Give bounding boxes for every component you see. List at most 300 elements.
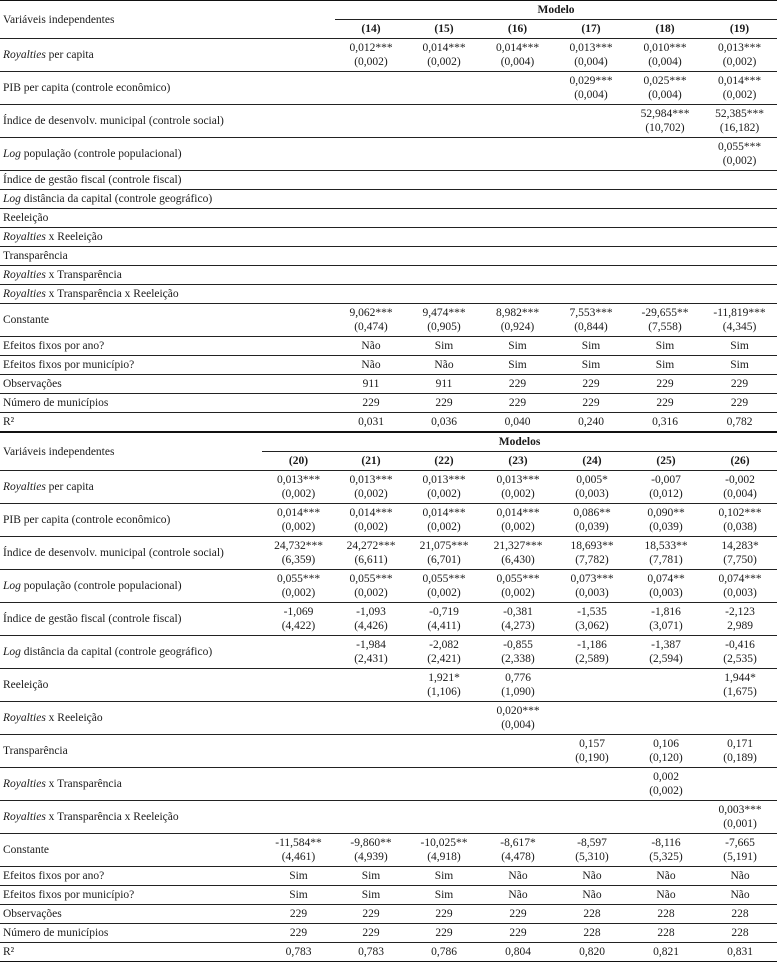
coefficient-cell: [481, 537, 555, 570]
variable-label-text: x Transparência x Reeleição: [45, 288, 179, 300]
coefficient-cell: [481, 72, 554, 105]
standard-error: (0,002): [501, 521, 535, 533]
coefficient-value: -7,665: [725, 837, 755, 849]
variable-label: [0, 537, 262, 570]
coefficient-value: 0,014***: [717, 75, 762, 87]
coefficient-cell: [407, 603, 481, 636]
coefficient-value: 0,003***: [718, 804, 762, 816]
variable-label-text: Transparência: [3, 745, 68, 757]
coefficient-cell: [703, 603, 777, 636]
coefficient-value: 0,055***: [717, 141, 762, 153]
variable-label-italic: Royalties: [3, 481, 46, 493]
standard-error: (4,918): [427, 851, 461, 863]
summary-label: Número de municípios: [0, 924, 262, 943]
standard-error: (0,002): [722, 89, 757, 101]
summary-value: 228: [703, 924, 777, 943]
standard-error: (6,611): [354, 554, 388, 566]
coefficient-value: 0,013***: [496, 474, 540, 486]
standard-error: (7,782): [575, 554, 609, 566]
variable-label-text: Reeleição: [3, 212, 49, 224]
summary-value: 229: [481, 375, 554, 394]
coefficient-value: 9,474***: [422, 307, 466, 319]
coefficient-cell: [481, 209, 554, 228]
coefficient-cell: [407, 801, 481, 834]
coefficient-cell: [702, 247, 777, 266]
coefficient-value: 52,385***: [715, 108, 764, 120]
standard-error: (0,003): [723, 587, 757, 599]
coefficient-cell: [629, 570, 703, 603]
summary-value: 229: [481, 924, 555, 943]
coefficient-value: -1,093: [356, 606, 386, 618]
coefficient-value: 0,013***: [422, 474, 466, 486]
summary-value: 229: [335, 394, 407, 413]
table-row: [0, 768, 777, 801]
coefficient-cell: [702, 171, 777, 190]
summary-label: Efeitos fixos por ano?: [0, 337, 335, 356]
table-row: [0, 39, 777, 72]
summary-value: 0,804: [481, 943, 555, 962]
coefficient-cell: [629, 636, 703, 669]
coefficient-cell: [554, 39, 628, 72]
coefficient-cell: [703, 834, 777, 867]
variable-label-text: Índice de gestão fiscal (controle fiscal): [3, 174, 182, 186]
coefficient-cell: [703, 636, 777, 669]
summary-value: Não: [335, 337, 407, 356]
variable-label: [0, 105, 335, 138]
coefficient-cell: [628, 138, 702, 171]
standard-error: (5,310): [575, 851, 609, 863]
group-header: Modelo: [335, 1, 777, 20]
column-header: (21): [335, 452, 407, 471]
coefficient-cell: [262, 702, 335, 735]
summary-value: 228: [703, 905, 777, 924]
standard-error: (0,190): [575, 752, 609, 764]
variable-label-text: Índice de desenvolv. municipal (controle social): [3, 115, 224, 127]
coefficient-value: 0,014***: [349, 507, 393, 519]
coefficient-value: 18,533**: [644, 540, 688, 552]
summary-value: Sim: [407, 886, 481, 905]
standard-error: (2,594): [649, 653, 683, 665]
coefficient-value: 0,013***: [717, 42, 762, 54]
coefficient-cell: [481, 504, 555, 537]
standard-error: (2,589): [575, 653, 609, 665]
coefficient-cell: [481, 304, 554, 337]
table-row: [0, 247, 777, 266]
coefficient-value: -8,597: [577, 837, 607, 849]
coefficient-cell: [335, 702, 407, 735]
standard-error: (7,750): [723, 554, 757, 566]
summary-label: Observações: [0, 905, 262, 924]
coefficient-cell: [555, 669, 629, 702]
coefficient-cell: [407, 702, 481, 735]
variable-label-text: Índice de gestão fiscal (controle fiscal): [3, 613, 182, 625]
summary-value: Não: [703, 867, 777, 886]
standard-error: (0,474): [354, 321, 388, 333]
summary-value: 228: [555, 924, 629, 943]
coefficient-value: 0,005*: [576, 474, 608, 486]
summary-value: Não: [629, 886, 703, 905]
coefficient-cell: [481, 702, 555, 735]
variable-label-text: Constante: [3, 314, 49, 326]
coefficient-value: -1,186: [577, 639, 607, 651]
variable-label-text: per capita: [45, 49, 94, 61]
summary-value: 228: [629, 905, 703, 924]
summary-row: [0, 924, 777, 943]
coefficient-cell: [629, 801, 703, 834]
coefficient-cell: [335, 471, 407, 504]
summary-label: Efeitos fixos por município?: [0, 356, 335, 375]
standard-error: (0,004): [574, 56, 608, 68]
coefficient-cell: [703, 504, 777, 537]
summary-value: Sim: [407, 337, 481, 356]
variable-label: [0, 735, 262, 768]
summary-value: 911: [335, 375, 407, 394]
coefficient-cell: [481, 735, 555, 768]
standard-error: (0,120): [649, 752, 683, 764]
summary-value: Sim: [554, 356, 628, 375]
summary-value: Não: [703, 886, 777, 905]
coefficient-cell: [702, 72, 777, 105]
table-row: [0, 735, 777, 768]
summary-value: 229: [262, 905, 335, 924]
variable-label: [0, 636, 262, 669]
summary-value: Sim: [702, 337, 777, 356]
coefficient-cell: [555, 537, 629, 570]
summary-label: Efeitos fixos por município?: [0, 886, 262, 905]
coefficient-cell: [703, 537, 777, 570]
variable-label-text: população (controle populacional): [20, 148, 182, 160]
table-row: [0, 171, 777, 190]
standard-error: (4,411): [427, 620, 461, 632]
coefficient-cell: [703, 735, 777, 768]
variable-label: [0, 190, 335, 209]
coefficient-cell: [481, 471, 555, 504]
coefficient-cell: [335, 190, 407, 209]
table-row: [0, 471, 777, 504]
coefficient-cell: [481, 228, 554, 247]
coefficient-value: 0,776: [505, 672, 531, 684]
standard-error: (0,002): [427, 587, 461, 599]
variable-label: [0, 247, 335, 266]
coefficient-cell: [335, 138, 407, 171]
coefficient-value: 0,171: [727, 738, 753, 750]
coefficient-value: 0,029***: [569, 75, 613, 87]
summary-value: 229: [554, 375, 628, 394]
variable-label-italic: Royalties: [3, 49, 46, 61]
coefficient-cell: [628, 72, 702, 105]
coefficient-cell: [407, 247, 481, 266]
table-row: [0, 669, 777, 702]
standard-error: (1,106): [427, 686, 461, 698]
coefficient-value: -8,617*: [500, 837, 536, 849]
summary-value: 229: [262, 924, 335, 943]
column-header: (14): [335, 20, 407, 39]
summary-value: Não: [481, 886, 555, 905]
coefficient-cell: [554, 266, 628, 285]
standard-error: 2,989: [727, 620, 753, 632]
coefficient-cell: [335, 834, 407, 867]
coefficient-cell: [703, 702, 777, 735]
summary-value: Sim: [335, 886, 407, 905]
column-header: (20): [262, 452, 335, 471]
variable-label-text: PIB per capita (controle econômico): [3, 514, 171, 526]
coefficient-cell: [407, 537, 481, 570]
coefficient-cell: [554, 304, 628, 337]
standard-error: (0,001): [723, 818, 757, 830]
coefficient-value: -11,584**: [275, 837, 322, 849]
variable-label-italic: Royalties: [3, 778, 46, 790]
standard-error: (0,004): [501, 719, 535, 731]
standard-error: (0,002): [281, 488, 316, 500]
coefficient-value: -0,002: [725, 474, 755, 486]
standard-error: (2,535): [723, 653, 757, 665]
coefficient-cell: [703, 471, 777, 504]
coefficient-cell: [262, 768, 335, 801]
variable-label: [0, 209, 335, 228]
coefficient-cell: [407, 105, 481, 138]
coefficient-value: 7,553***: [569, 307, 613, 319]
table-row: [0, 138, 777, 171]
table-row: [0, 603, 777, 636]
coefficient-cell: [481, 669, 555, 702]
coefficient-cell: [554, 190, 628, 209]
coefficient-cell: [407, 228, 481, 247]
table-row: [0, 801, 777, 834]
table-row: [0, 537, 777, 570]
variable-label-text: x Transparência: [45, 269, 122, 281]
coefficient-cell: [629, 537, 703, 570]
standard-error: (0,004): [574, 89, 608, 101]
coefficient-value: 0,013***: [569, 42, 613, 54]
summary-label: Efeitos fixos por ano?: [0, 867, 262, 886]
coefficient-cell: [407, 39, 481, 72]
coefficient-cell: [407, 636, 481, 669]
coefficient-value: 8,982***: [495, 307, 540, 319]
coefficient-value: 0,074**: [647, 573, 685, 585]
coefficient-value: 24,732***: [274, 540, 323, 552]
summary-value: 0,821: [629, 943, 703, 962]
standard-error: (0,002): [649, 785, 683, 797]
coefficient-cell: [481, 39, 554, 72]
coefficient-cell: [703, 801, 777, 834]
summary-value: Sim: [702, 356, 777, 375]
coefficient-cell: [555, 702, 629, 735]
coefficient-cell: [629, 735, 703, 768]
standard-error: (6,359): [281, 554, 316, 566]
coefficient-value: -1,984: [356, 639, 386, 651]
coefficient-cell: [481, 285, 554, 304]
variable-label-italic: Royalties: [3, 811, 46, 823]
header-row-group: [0, 433, 777, 452]
column-header: (23): [481, 452, 555, 471]
summary-value: 0,036: [407, 413, 481, 432]
coefficient-cell: [555, 834, 629, 867]
coefficient-cell: [407, 768, 481, 801]
coefficient-cell: [335, 72, 407, 105]
variable-label: [0, 304, 335, 337]
standard-error: (3,062): [575, 620, 609, 632]
coefficient-cell: [481, 603, 555, 636]
coefficient-cell: [262, 801, 335, 834]
coefficient-value: 14,283*: [721, 540, 759, 552]
stub-header: Variáveis independentes: [0, 433, 262, 471]
standard-error: (0,003): [649, 587, 683, 599]
coefficient-cell: [628, 171, 702, 190]
standard-error: (4,478): [501, 851, 535, 863]
variable-label: [0, 834, 262, 867]
coefficient-value: 1,944*: [724, 672, 756, 684]
coefficient-cell: [481, 138, 554, 171]
coefficient-cell: [481, 266, 554, 285]
summary-value: 229: [554, 394, 628, 413]
summary-value: 0,786: [407, 943, 481, 962]
coefficient-cell: [335, 801, 407, 834]
coefficient-value: -2,123: [725, 606, 755, 618]
table-row: [0, 702, 777, 735]
coefficient-value: 21,075***: [419, 540, 469, 552]
coefficient-cell: [702, 285, 777, 304]
summary-row: [0, 867, 777, 886]
table-row: [0, 285, 777, 304]
coefficient-cell: [703, 570, 777, 603]
coefficient-cell: [554, 247, 628, 266]
coefficient-cell: [555, 735, 629, 768]
standard-error: (0,002): [501, 587, 535, 599]
standard-error: (0,002): [722, 155, 757, 167]
coefficient-value: 0,002: [653, 771, 679, 783]
coefficient-cell: [702, 304, 777, 337]
coefficient-cell: [335, 570, 407, 603]
coefficient-value: 0,102***: [718, 507, 762, 519]
coefficient-cell: [629, 768, 703, 801]
coefficient-value: 9,062***: [349, 307, 393, 319]
standard-error: (0,004): [648, 89, 682, 101]
standard-error: (0,002): [722, 56, 757, 68]
coefficient-cell: [481, 190, 554, 209]
coefficient-cell: [335, 266, 407, 285]
coefficient-value: 0,013***: [349, 474, 393, 486]
coefficient-value: 0,014***: [496, 507, 540, 519]
coefficient-value: 21,327***: [493, 540, 543, 552]
summary-value: 229: [628, 394, 702, 413]
variable-label-italic: Log: [3, 148, 21, 160]
standard-error: (7,781): [649, 554, 683, 566]
coefficient-cell: [629, 504, 703, 537]
table-row: [0, 304, 777, 337]
coefficient-cell: [628, 209, 702, 228]
standard-error: (0,002): [354, 488, 388, 500]
coefficient-cell: [481, 636, 555, 669]
coefficient-cell: [481, 801, 555, 834]
summary-value: 229: [702, 375, 777, 394]
variable-label: [0, 702, 262, 735]
summary-value: 0,316: [628, 413, 702, 432]
standard-error: (2,431): [354, 653, 388, 665]
coefficient-cell: [555, 768, 629, 801]
summary-value: 229: [628, 375, 702, 394]
summary-value: 0,820: [555, 943, 629, 962]
variable-label: [0, 228, 335, 247]
summary-value: Sim: [262, 886, 335, 905]
variable-label-text: população (controle populacional): [20, 580, 182, 592]
variable-label-italic: Royalties: [3, 712, 46, 724]
standard-error: (0,003): [575, 488, 609, 500]
coefficient-cell: [335, 304, 407, 337]
coefficient-cell: [335, 669, 407, 702]
standard-error: (4,345): [722, 321, 757, 333]
standard-error: (0,924): [500, 321, 535, 333]
summary-label: R²: [0, 413, 335, 432]
summary-label: Observações: [0, 375, 335, 394]
coefficient-value: 0,055***: [496, 573, 540, 585]
variable-label-text: x Transparência x Reeleição: [45, 811, 179, 823]
coefficient-value: -10,025**: [420, 837, 468, 849]
column-header: (16): [481, 20, 554, 39]
standard-error: (0,012): [649, 488, 683, 500]
table-row: [0, 834, 777, 867]
coefficient-value: 24,272***: [346, 540, 396, 552]
standard-error: (0,002): [354, 521, 388, 533]
coefficient-cell: [481, 247, 554, 266]
variable-label: [0, 72, 335, 105]
standard-error: (5,191): [723, 851, 757, 863]
table-row: [0, 190, 777, 209]
coefficient-cell: [554, 228, 628, 247]
coefficient-cell: [335, 735, 407, 768]
standard-error: (0,039): [649, 521, 683, 533]
summary-value: 0,240: [554, 413, 628, 432]
coefficient-value: 52,984***: [640, 108, 690, 120]
summary-row: [0, 905, 777, 924]
coefficient-cell: [629, 471, 703, 504]
coefficient-cell: [481, 105, 554, 138]
coefficient-cell: [407, 266, 481, 285]
standard-error: (3,071): [649, 620, 683, 632]
coefficient-cell: [407, 209, 481, 228]
coefficient-value: -2,082: [429, 639, 459, 651]
coefficient-cell: [702, 105, 777, 138]
coefficient-cell: [407, 285, 481, 304]
coefficient-cell: [554, 171, 628, 190]
standard-error: (0,844): [574, 321, 608, 333]
summary-value: 229: [481, 905, 555, 924]
coefficient-cell: [554, 72, 628, 105]
table-row: [0, 504, 777, 537]
summary-value: 228: [629, 924, 703, 943]
standard-error: (0,002): [354, 587, 388, 599]
coefficient-value: 0,014***: [495, 42, 540, 54]
summary-row: [0, 943, 777, 962]
coefficient-cell: [554, 209, 628, 228]
coefficient-cell: [407, 735, 481, 768]
column-header: (26): [703, 452, 777, 471]
summary-value: 229: [335, 905, 407, 924]
regression-table-models-14-19: [0, 0, 777, 432]
coefficient-cell: [335, 537, 407, 570]
variable-label: [0, 138, 335, 171]
coefficient-cell: [628, 190, 702, 209]
coefficient-value: -0,416: [725, 639, 755, 651]
variable-label: [0, 171, 335, 190]
coefficient-cell: [262, 471, 335, 504]
table-row: [0, 72, 777, 105]
coefficient-cell: [262, 570, 335, 603]
column-header: (24): [555, 452, 629, 471]
summary-row: [0, 337, 777, 356]
coefficient-value: -1,535: [577, 606, 607, 618]
coefficient-value: -0,855: [503, 639, 533, 651]
summary-row: [0, 375, 777, 394]
